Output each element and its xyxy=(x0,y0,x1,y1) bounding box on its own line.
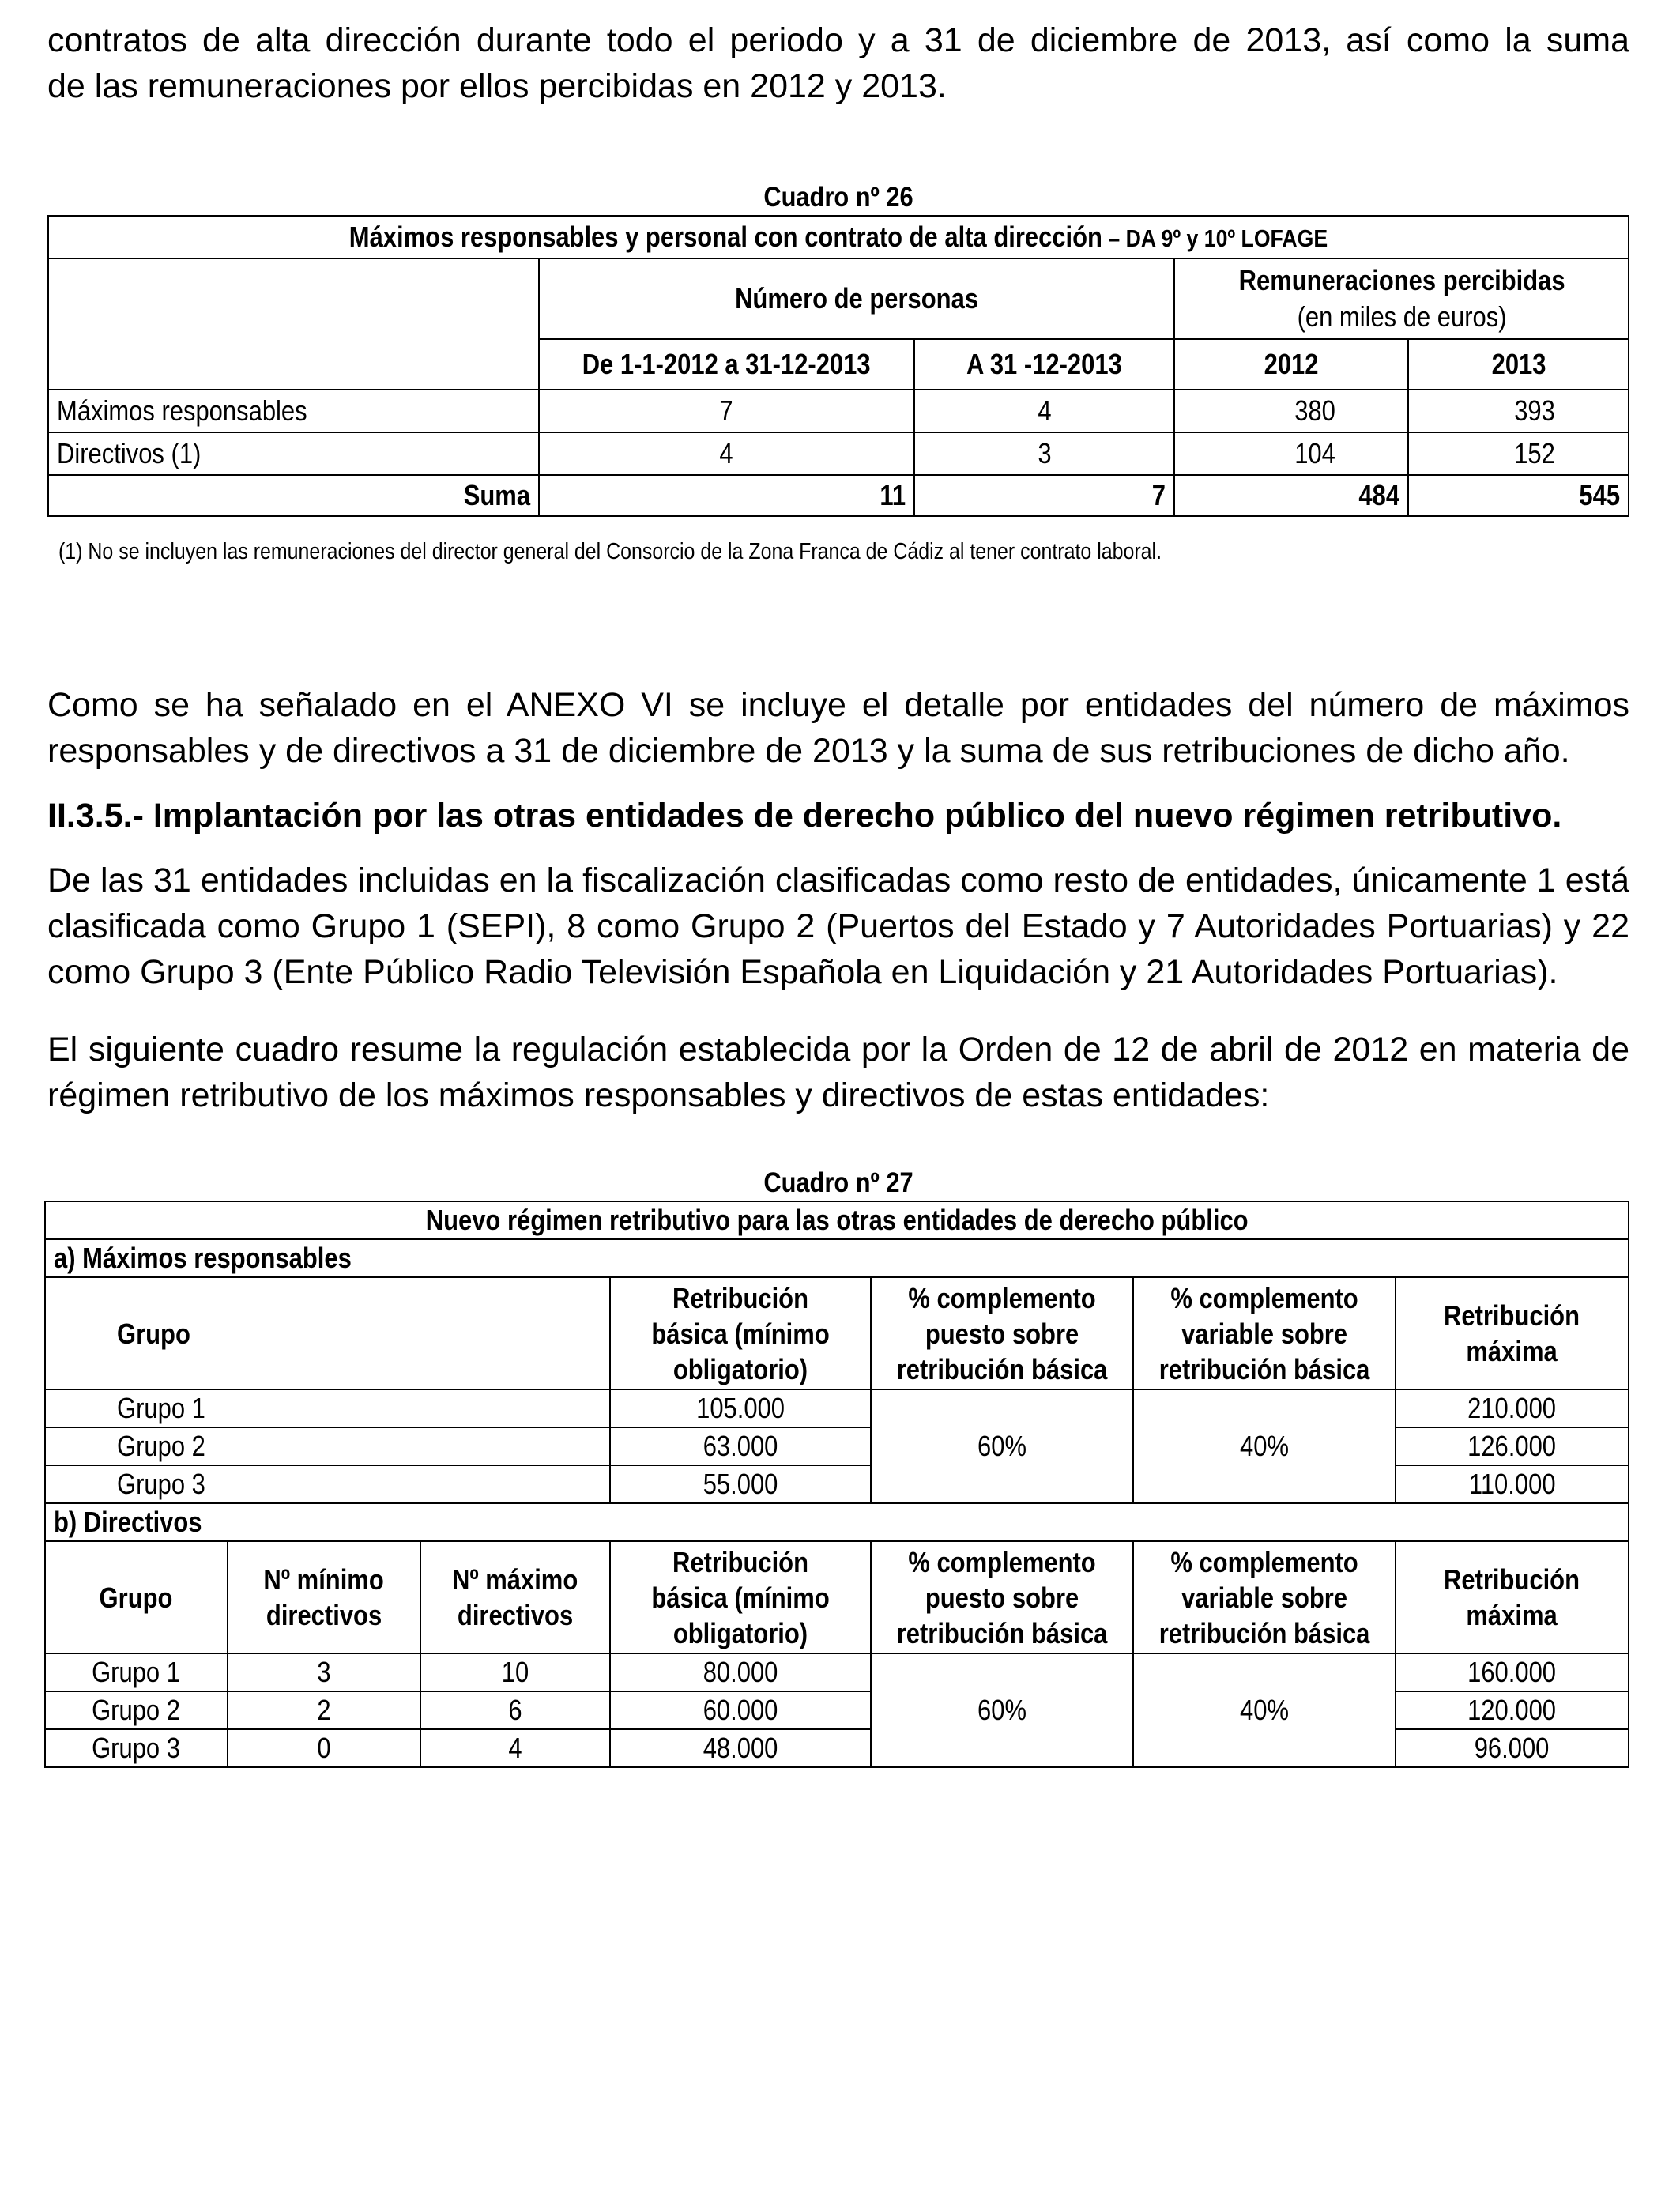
cuadro-27-table xyxy=(44,1201,1629,1768)
cuadro-26-footnote: (1) No se incluyen las remuneraciones del director general del Consorcio de la Zona Franca de Cádiz al tener contrato laboral. xyxy=(58,539,1162,564)
cell-2013: 393 xyxy=(1513,394,1555,427)
pct-puesto-a: 60% xyxy=(977,1430,1026,1462)
intro-line-2: de las remuneraciones por ellos percibidas en 2012 y 2013. xyxy=(47,67,947,105)
cuadro-26-table xyxy=(47,215,1629,517)
section-a-label: a) Máximos responsables xyxy=(54,1242,352,1274)
subheader-periodo: De 1-1-2012 a 31-12-2013 xyxy=(582,348,871,380)
header-numero-personas: Número de personas xyxy=(735,282,979,315)
section-b-label: b) Directivos xyxy=(54,1506,202,1538)
table-row xyxy=(48,390,1629,432)
table-row: Grupo 2 63.000 126.000 xyxy=(45,1427,1629,1465)
cuadro-26-title-row xyxy=(48,216,1629,258)
cell-2012: 380 xyxy=(1294,394,1336,427)
cell-2012: 104 xyxy=(1294,437,1336,469)
table-row: Grupo 1 3 10 80.000 60% 40% 160.000 xyxy=(45,1653,1629,1691)
pct-variable-b: 40% xyxy=(1239,1694,1289,1726)
total-periodo: 11 xyxy=(880,479,906,511)
pct-variable-a: 40% xyxy=(1239,1430,1289,1462)
paragraph-entidades: De las 31 entidades incluidas en la fiscalización clasificadas como resto de entidades, únicamente 1 está clasificada como Grupo 1 (SEPI), 8 como Grupo 2 (Puertos del Estado y 7 Autoridades Portuarias) y 22 como Grupo 3 (Ente Público Radio Televisión Española en Liquidación y 21 Autoridades Portuarias). xyxy=(47,861,1629,991)
section-b-header-row: Grupo Nº mínimo directivos Nº máximo directivos Retribución básica (mínimo obligatorio) % complemento puesto sobre retribución básica % complemento variable sobre retribución básica Retribución máxima xyxy=(45,1541,1629,1653)
header-remuneraciones: Remuneraciones percibidas xyxy=(1238,264,1565,296)
paragraph-cuadro: El siguiente cuadro resume la regulación establecida por la Orden de 12 de abril de 2012 en materia de régimen retributivo de los máximos responsables y directivos de estas entidades: xyxy=(47,1031,1629,1114)
section-heading: II.3.5.- Implantación por las otras entidades de derecho público del nuevo régimen retributivo. xyxy=(47,797,1562,835)
intro-line-1: contratos de alta dirección durante todo el periodo y a 31 de diciembre de 2013, así como la suma xyxy=(47,21,1629,59)
cuadro-26-header-row xyxy=(48,258,1629,339)
table-row: Grupo 1 105.000 60% 40% 210.000 xyxy=(45,1389,1629,1427)
paragraph-anexo: Como se ha señalado en el ANEXO VI se incluye el detalle por entidades del número de máximos responsables y de directivos a 31 de diciembre de 2013 y la suma de sus retribuciones de dicho año. xyxy=(47,686,1629,770)
row-label: Máximos responsables xyxy=(57,394,307,427)
subheader-2013: 2013 xyxy=(1491,348,1546,380)
cuadro-27-title: Nuevo régimen retributivo para las otras entidades de derecho público xyxy=(425,1204,1249,1236)
cell-periodo: 7 xyxy=(719,394,733,427)
table-row: Grupo 3 0 4 48.000 96.000 xyxy=(45,1729,1629,1767)
cuadro-26-caption: Cuadro nº 26 xyxy=(763,182,913,213)
table-total-row xyxy=(48,475,1629,516)
header-remuneraciones-sub: (en miles de euros) xyxy=(1297,300,1507,333)
total-2012: 484 xyxy=(1358,479,1400,511)
header-grupo: Grupo xyxy=(117,1317,190,1350)
cell-a-fecha: 4 xyxy=(1037,394,1052,427)
cell-2013: 152 xyxy=(1513,437,1555,469)
cell-periodo: 4 xyxy=(719,437,733,469)
section-a-header-row: Grupo Retribución básica (mínimo obligatorio) % complemento puesto sobre retribución básica % complemento variable sobre retribución básica Retribución máxima xyxy=(45,1277,1629,1389)
subheader-a-fecha: A 31 -12-2013 xyxy=(966,348,1122,380)
total-a-fecha: 7 xyxy=(1152,479,1166,511)
cuadro-26-empty-header xyxy=(48,258,539,390)
subheader-2012: 2012 xyxy=(1264,348,1319,380)
cell-a-fecha: 3 xyxy=(1037,437,1052,469)
table-row xyxy=(48,432,1629,475)
cuadro-26-title: Máximos responsables y personal con contrato de alta dirección xyxy=(348,221,1102,253)
table-row: Grupo 3 55.000 110.000 xyxy=(45,1465,1629,1503)
total-2013: 545 xyxy=(1579,479,1620,511)
document-page xyxy=(47,17,1629,1768)
pct-puesto-b: 60% xyxy=(977,1694,1026,1726)
cuadro-26-title-suffix: – DA 9º y 10º LOFAGE xyxy=(1102,224,1328,252)
total-label: Suma xyxy=(463,479,530,511)
table-row: Grupo 2 2 6 60.000 120.000 xyxy=(45,1691,1629,1729)
row-label: Directivos (1) xyxy=(57,437,202,469)
cuadro-27-caption: Cuadro nº 27 xyxy=(763,1167,913,1198)
